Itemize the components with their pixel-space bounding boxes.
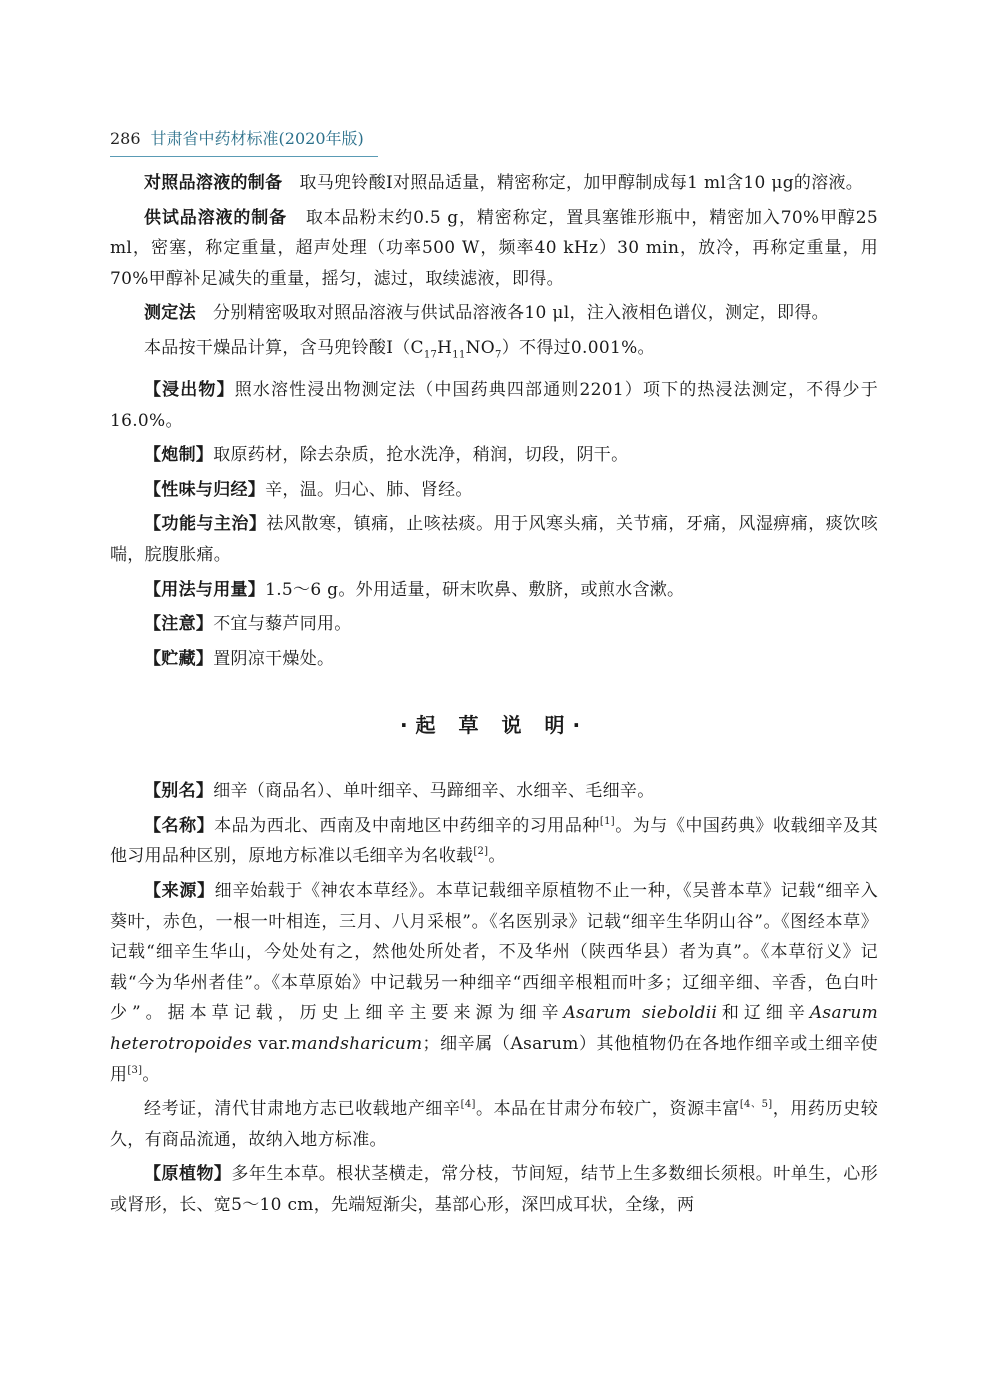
test-solution-label: 供试品溶液的制备 [144, 207, 287, 228]
limit-text-a: 本品按干燥品计算，含马兜铃酸I（C [144, 337, 424, 358]
processing-label: 【炮制】 [144, 445, 214, 466]
alias-label: 【别名】 [144, 781, 214, 802]
nature-text: 辛，温。归心、肺、肾经。 [265, 479, 473, 500]
usage-text: 1.5～6 g。外用适量，研末吹鼻、敷脐，或煎水含漱。 [265, 579, 685, 600]
test-solution-text: 取本品粉末约0.5 g，精密称定，置具塞锥形瓶中，精密加入70%甲醇25 ml，密塞，称定重量，超声处理（功率500 W，频率40 kHz）30 min，放冷，再称定重量，用70%甲醇补足减失的重量，摇匀，滤过，取续滤液，即得。 [110, 207, 878, 289]
source-label: 【来源】 [144, 881, 215, 902]
latin-name-heterotropoides: Asarum heterotropoides [110, 1003, 878, 1055]
citation-4-5: [4、5] [739, 1099, 773, 1111]
method-label: 测定法 [144, 303, 196, 324]
latin-name-sieboldii: Asarum sieboldii [563, 1003, 718, 1024]
source-text-d: 。 [142, 1064, 160, 1085]
citation-3: [3] [127, 1064, 143, 1076]
source-paragraph [110, 876, 878, 1090]
alias-text: 细辛（商品名）、单叶细辛、马蹄细辛、水细辛、毛细辛。 [213, 781, 655, 802]
name-text-a: 本品为西北、西南及中南地区中药细辛的习用品种 [214, 815, 600, 836]
storage-text: 置阴凉干燥处。 [213, 648, 335, 669]
alias-paragraph [110, 776, 878, 807]
source-text-b: 和辽细辛 [717, 1003, 810, 1024]
storage-label: 【贮藏】 [144, 648, 214, 669]
nature-label: 【性味与归经】 [144, 479, 266, 500]
source-text-c: ；细辛属（Asarum）其他植物仍在各地作细辛或土细辛使用 [110, 1034, 878, 1085]
nature-paragraph [110, 475, 878, 506]
limit-text-b: ）不得过0.001%。 [501, 337, 655, 358]
name-text-b: 。为与《中国药典》收载细辛及其他习用品种区别，原地方标准以毛细辛为名收载 [110, 815, 878, 867]
page-number: 286 [110, 129, 141, 148]
ref-solution-paragraph [110, 168, 878, 199]
running-header [110, 128, 364, 150]
citation-4: [4] [460, 1099, 476, 1111]
ref-solution-text: 取马兜铃酸I对照品适量，精密称定，加甲醇制成每1 ml含10 μg的溶液。 [299, 173, 864, 193]
caution-label: 【注意】 [144, 614, 214, 635]
plant-paragraph [110, 1159, 878, 1220]
formula-sub-11: 11 [452, 349, 466, 361]
body-text [110, 168, 878, 1221]
extract-text: 照水溶性浸出物测定法（中国药典四部通则2201）项下的热浸法测定，不得少于16.0%。 [110, 379, 878, 431]
review-text-c: ，用药历史较久，有商品流通，故纳入地方标准。 [110, 1099, 878, 1150]
name-paragraph [110, 811, 878, 872]
review-text-b: 。本品在甘肃分布较广，资源丰富 [475, 1099, 740, 1120]
extract-label: 【浸出物】 [144, 379, 235, 400]
method-paragraph [110, 298, 878, 329]
formula-h: H [437, 337, 453, 358]
test-solution-paragraph [110, 203, 878, 295]
review-paragraph [110, 1094, 878, 1155]
limit-paragraph [110, 333, 878, 371]
header-rule [110, 156, 378, 157]
caution-text: 不宜与藜芦同用。 [213, 614, 352, 635]
ref-solution-label: 对照品溶液的制备 [144, 173, 283, 193]
citation-1: [1] [599, 815, 615, 827]
usage-label: 【用法与用量】 [144, 579, 266, 600]
extract-paragraph [110, 375, 878, 436]
name-text-c: 。 [488, 846, 506, 867]
formula-no: NO [465, 337, 496, 358]
name-label: 【名称】 [144, 815, 215, 836]
caution-paragraph [110, 609, 878, 640]
review-text-a: 经考证，清代甘肃地方志已收载地产细辛 [144, 1099, 461, 1120]
method-text: 分别精密吸取对照品溶液与供试品溶液各10 μl，注入液相色谱仪，测定，即得。 [213, 303, 829, 324]
formula-sub-17: 17 [423, 349, 438, 361]
source-text-a: 细辛始载于《神农本草经》。本草记载细辛原植物不止一种，《吴普本草》记载“细辛入葵叶，赤色，一根一叶相连，三月、八月采根”。《名医别录》记载“细辛生华阴山谷”。《图经本草》记载“细辛生华山，今处处有之，然他处所处者，不及华州（陕西华县）者为真”。《本草衍义》记载“今为华州者佳”。《本草原始》中记载另一种细辛“西细辛根粗而叶多；辽细辛细、辛香，色白叶少”。据本草记载，历史上细辛主要来源为细辛 [110, 881, 878, 1024]
plant-label: 【原植物】 [144, 1164, 232, 1185]
book-title: 甘肃省中药材标准(2020年版) [150, 129, 364, 148]
usage-paragraph [110, 575, 878, 606]
source-text-var: var. [258, 1034, 291, 1055]
function-paragraph [110, 509, 878, 570]
processing-paragraph [110, 440, 878, 471]
function-label: 【功能与主治】 [144, 514, 267, 535]
citation-2: [2] [473, 846, 489, 858]
latin-name-mandsharicum: mandsharicum [290, 1034, 423, 1055]
storage-paragraph [110, 644, 878, 675]
function-text: 祛风散寒，镇痛，止咳祛痰。用于风寒头痛，关节痛，牙痛，风湿痹痛，痰饮咳喘，脘腹胀痛。 [110, 514, 879, 565]
drafting-notes-title: ·起 草 说 明· [399, 713, 589, 738]
plant-text: 多年生本草。根状茎横走，常分枝，节间短，结节上生多数细长须根。叶单生，心形或肾形，长、宽5～10 cm，先端短渐尖，基部心形，深凹成耳状，全缘，两 [110, 1164, 878, 1216]
formula-sub-7: 7 [495, 349, 502, 361]
processing-text: 取原药材，除去杂质，抢水洗净，稍润，切段，阴干。 [213, 445, 629, 466]
